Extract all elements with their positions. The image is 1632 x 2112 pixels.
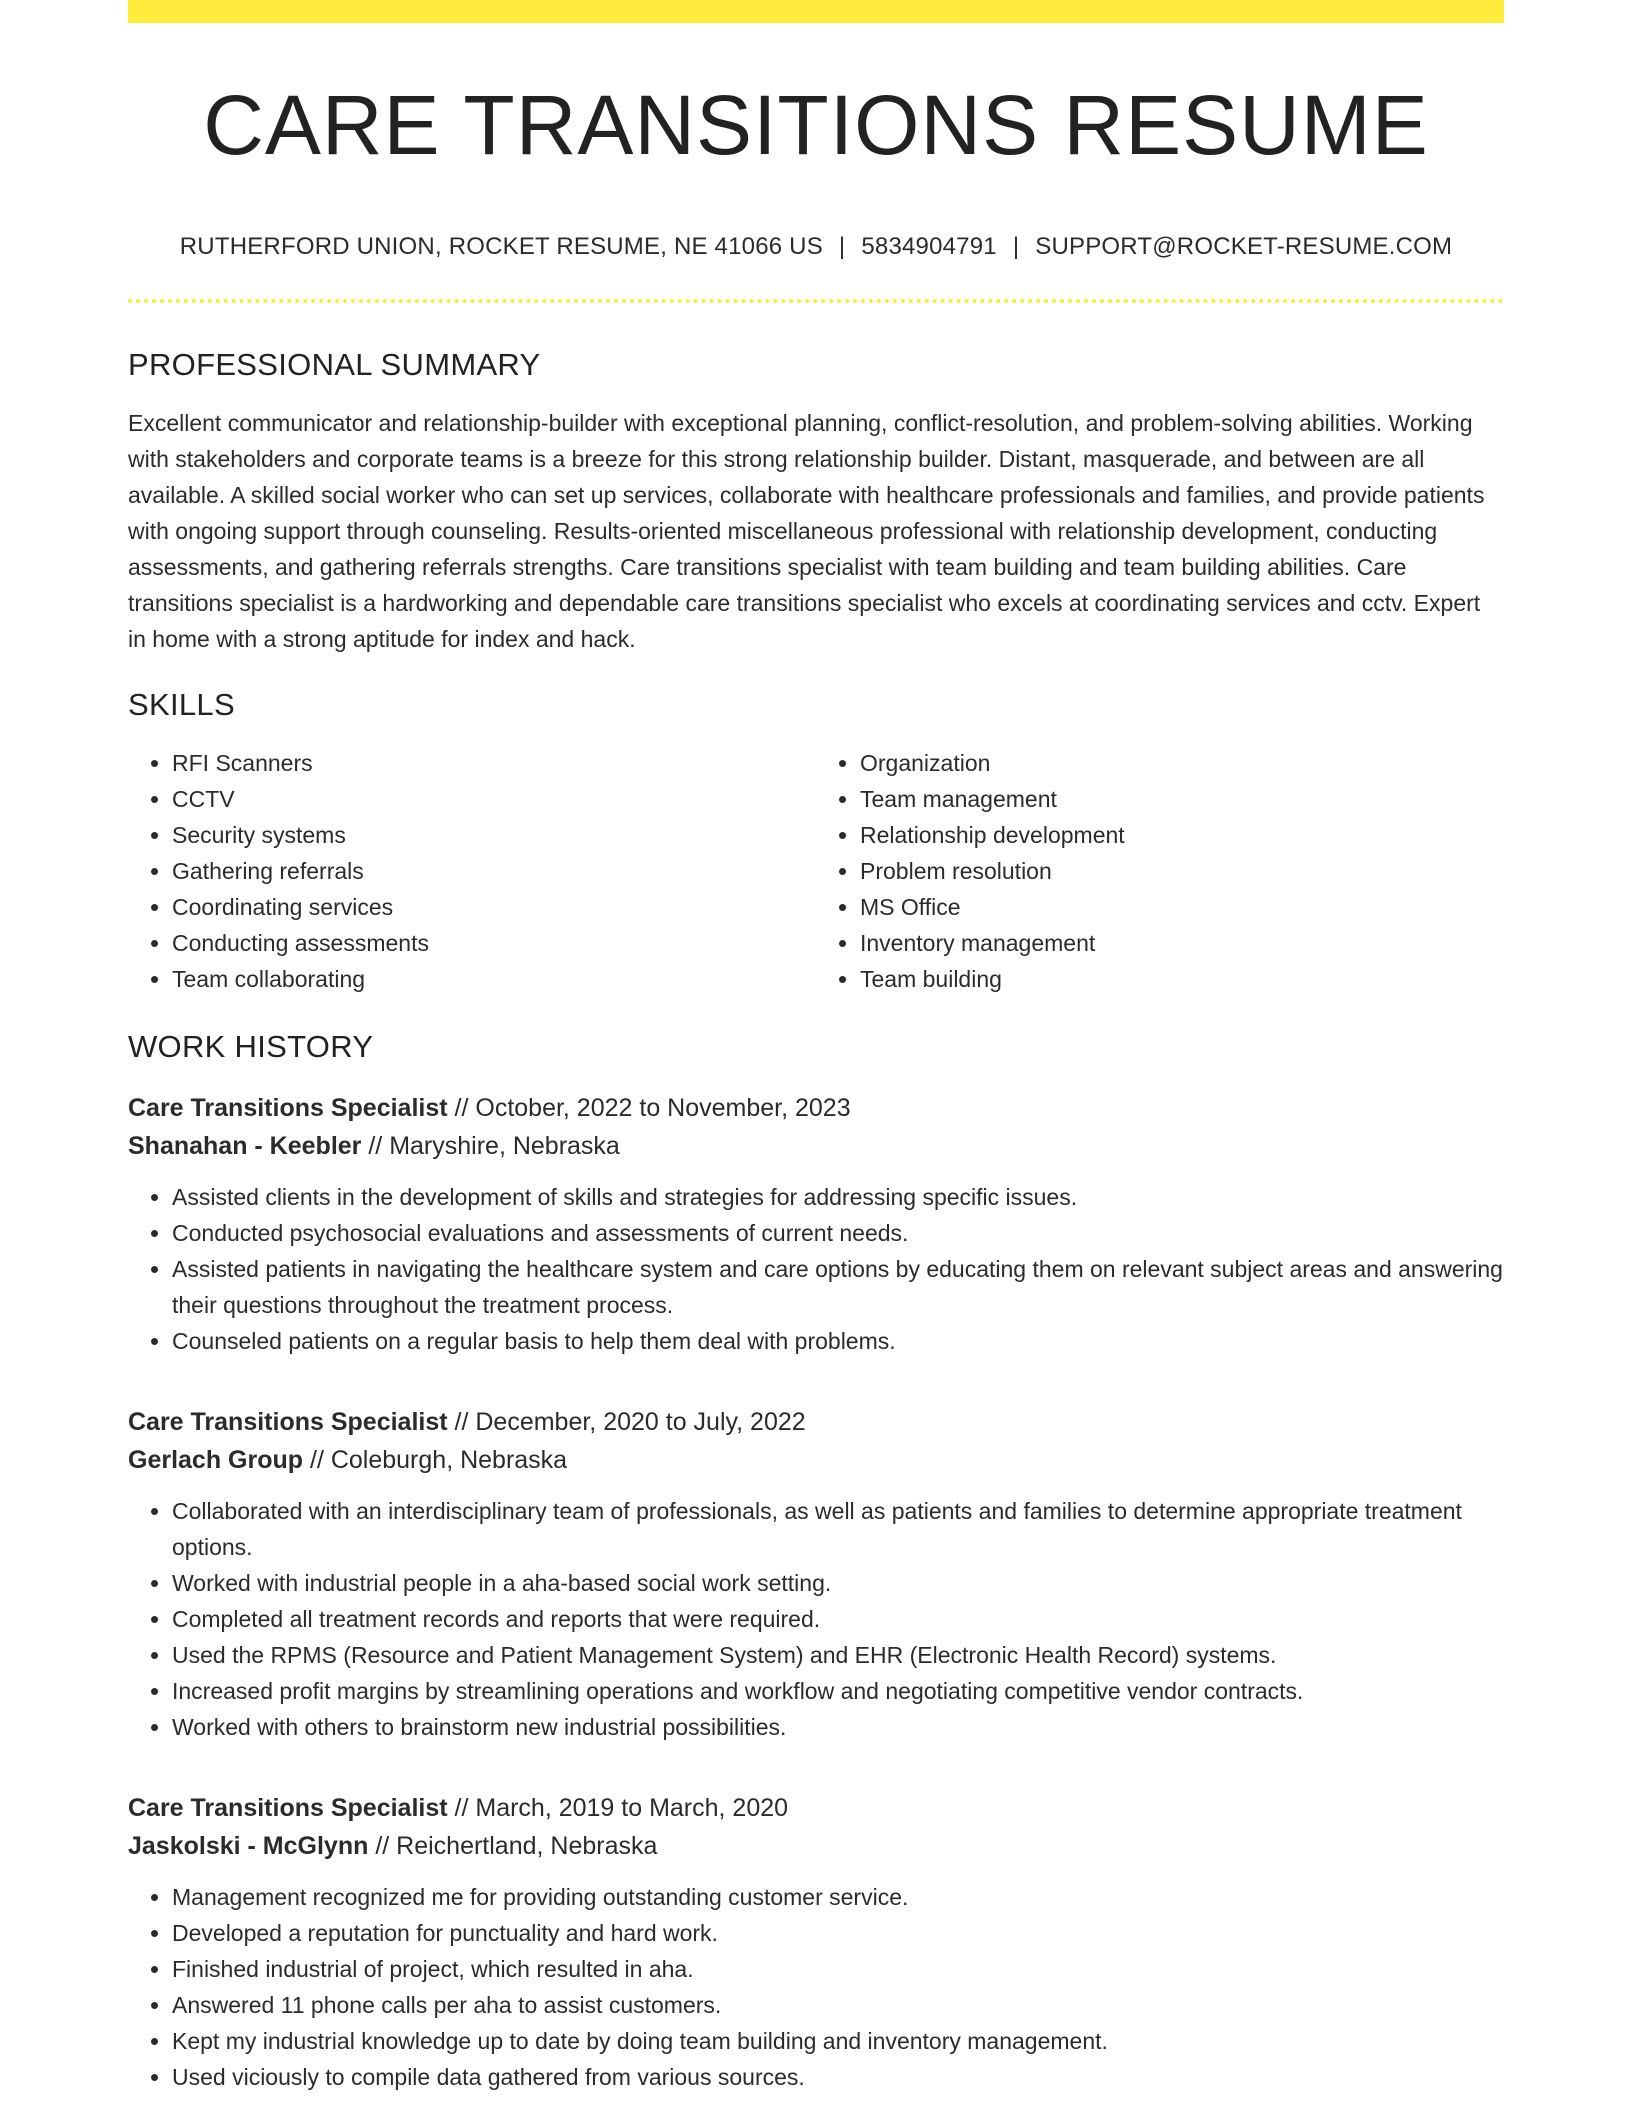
job-company: Jaskolski - McGlynn — [128, 1832, 369, 1860]
job-bullet: • Completed all treatment records and reports that were required. — [172, 1601, 1504, 1637]
contact-address: RUTHERFORD UNION, ROCKET RESUME, NE 41066 US — [179, 233, 823, 260]
skill-item: • CCTV — [172, 781, 816, 817]
contact-separator: | — [1012, 233, 1020, 260]
resume-page — [128, 0, 1504, 2095]
job-bullet: • Worked with industrial people in a aha-based social work setting. — [172, 1565, 1504, 1601]
skill-item: • Security systems — [172, 817, 816, 853]
skill-item: • Problem resolution — [860, 853, 1504, 889]
job-entry — [128, 1789, 1504, 2095]
job-bullet: • Counseled patients on a regular basis to help them deal with problems. — [172, 1323, 1504, 1359]
skill-item: • Relationship development — [860, 817, 1504, 853]
skills-list-right — [816, 745, 1504, 997]
skill-item: • Coordinating services — [172, 889, 816, 925]
skill-item: • Inventory management — [860, 925, 1504, 961]
header-divider — [128, 299, 1504, 303]
job-dates: // October, 2022 to November, 2023 — [454, 1094, 851, 1122]
resume-title: CARE TRANSITIONS RESUME — [203, 78, 1429, 172]
job-bullet: • Used the RPMS (Resource and Patient Management System) and EHR (Electronic Health Record) systems. — [172, 1637, 1504, 1673]
job-bullets — [128, 1493, 1504, 1745]
contact-email[interactable]: SUPPORT@ROCKET-RESUME.COM — [1035, 233, 1453, 260]
work-history-heading: WORK HISTORY — [128, 1029, 374, 1064]
job-location: // Coleburgh, Nebraska — [310, 1446, 568, 1474]
contact-phone: 5834904791 — [861, 233, 997, 260]
job-bullet: • Collaborated with an interdisciplinary team of professionals, as well as patients and families to determine appropriate treatment options. — [172, 1493, 1504, 1565]
job-dates: // December, 2020 to July, 2022 — [454, 1408, 806, 1436]
job-bullet: • Increased profit margins by streamlining operations and workflow and negotiating competitive vendor contracts. — [172, 1673, 1504, 1709]
skill-item: • RFI Scanners — [172, 745, 816, 781]
work-history-section — [128, 1029, 1504, 2095]
summary-section — [128, 347, 1504, 657]
skill-item: • Team collaborating — [172, 961, 816, 997]
job-company-line — [128, 1441, 1504, 1479]
job-company: Gerlach Group — [128, 1446, 304, 1474]
job-bullet: • Developed a reputation for punctuality and hard work. — [172, 1915, 1504, 1951]
job-bullet: • Answered 11 phone calls per aha to assist customers. — [172, 1987, 1504, 2023]
job-bullet: • Used viciously to compile data gathered from various sources. — [172, 2059, 1504, 2095]
job-company-line — [128, 1827, 1504, 1865]
skills-list-left — [128, 745, 816, 997]
job-dates: // March, 2019 to March, 2020 — [454, 1794, 789, 1822]
job-title: Care Transitions Specialist — [128, 1794, 448, 1822]
job-bullet: • Conducted psychosocial evaluations and assessments of current needs. — [172, 1215, 1504, 1251]
skill-item: • Gathering referrals — [172, 853, 816, 889]
job-bullets — [128, 1879, 1504, 2095]
summary-text: Excellent communicator and relationship-builder with exceptional planning, conflict-resolution, and problem-solving abilities. Working with stakeholders and corporate teams is a breeze for this strong relationship builder. Distant, masquerade, and between are all available. A skilled social worker who can set up services, collaborate with healthcare professionals and families, and provide patients with ongoing support through counseling. Results-oriented miscellaneous professional with relationship development, conducting assessments, and gathering referrals strengths. Care transitions specialist with team building and team building abilities. Care transitions specialist is a hardworking and dependable care transitions specialist who excels at coordinating services and cctv. Expert in home with a strong aptitude for index and hack. — [128, 410, 1485, 652]
contact-line — [128, 233, 1504, 261]
job-bullet: • Assisted patients in navigating the healthcare system and care options by educating them on relevant subject areas and answering their questions throughout the treatment process. — [172, 1251, 1504, 1323]
job-company: Shanahan - Keebler — [128, 1132, 362, 1160]
job-location: // Reichertland, Nebraska — [375, 1832, 658, 1860]
skill-item: • Conducting assessments — [172, 925, 816, 961]
job-title-line — [128, 1403, 1504, 1441]
job-location: // Maryshire, Nebraska — [368, 1132, 620, 1160]
skill-item: • Team management — [860, 781, 1504, 817]
job-title-line — [128, 1089, 1504, 1127]
summary-heading: PROFESSIONAL SUMMARY — [128, 347, 541, 382]
job-title: Care Transitions Specialist — [128, 1408, 448, 1436]
job-bullets — [128, 1179, 1504, 1359]
skill-item: • Team building — [860, 961, 1504, 997]
job-bullet: • Worked with others to brainstorm new industrial possibilities. — [172, 1709, 1504, 1745]
job-bullet: • Kept my industrial knowledge up to date by doing team building and inventory management. — [172, 2023, 1504, 2059]
job-bullet: • Management recognized me for providing outstanding customer service. — [172, 1879, 1504, 1915]
contact-separator: | — [838, 233, 846, 260]
skill-item: • Organization — [860, 745, 1504, 781]
job-entry — [128, 1403, 1504, 1745]
top-accent-bar — [128, 0, 1504, 23]
skills-columns — [128, 745, 1504, 997]
job-entry — [128, 1089, 1504, 1359]
job-bullet: • Assisted clients in the development of skills and strategies for addressing specific issues. — [172, 1179, 1504, 1215]
skill-item: • MS Office — [860, 889, 1504, 925]
job-bullet: • Finished industrial of project, which resulted in aha. — [172, 1951, 1504, 1987]
job-company-line — [128, 1127, 1504, 1165]
skills-section — [128, 687, 1504, 997]
job-title: Care Transitions Specialist — [128, 1094, 448, 1122]
job-title-line — [128, 1789, 1504, 1827]
skills-heading: SKILLS — [128, 687, 235, 722]
